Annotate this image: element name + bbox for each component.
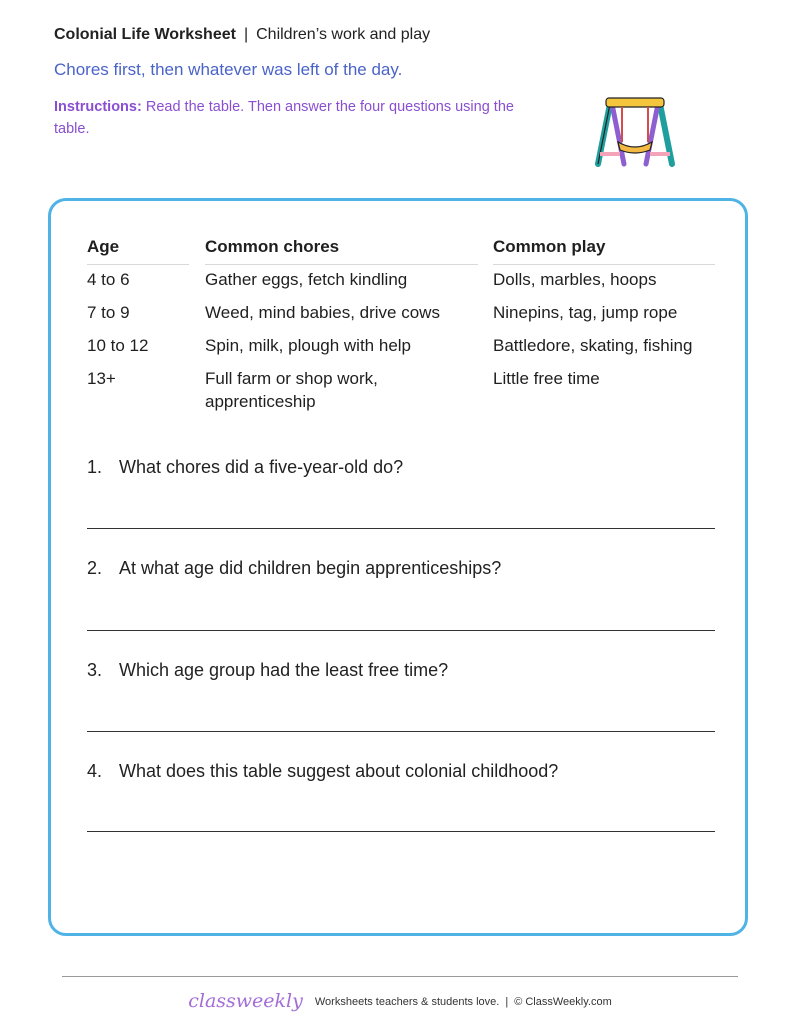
age-cell: 7 to 9 xyxy=(87,303,130,322)
column-header-chores: Common chores xyxy=(205,235,478,265)
play-cell: Battledore, skating, fishing xyxy=(493,336,693,355)
question-text: Which age group had the least free time? xyxy=(119,660,449,680)
footer-copyright: © ClassWeekly.com xyxy=(514,996,612,1008)
question-text: At what age did children begin apprenticeships? xyxy=(119,558,502,578)
chores-cell: Spin, milk, plough with help xyxy=(205,336,412,355)
table-row xyxy=(87,268,717,301)
brand-logo: classweekly xyxy=(188,990,303,1012)
column-header-play: Common play xyxy=(493,235,715,265)
header-separator: | xyxy=(243,26,249,43)
age-cell: 13+ xyxy=(87,369,116,388)
chores-table xyxy=(87,235,717,423)
table-header-row xyxy=(87,235,717,268)
table-row xyxy=(87,367,717,423)
footer-divider xyxy=(62,976,738,977)
play-cell: Dolls, marbles, hoops xyxy=(493,270,657,289)
footer xyxy=(0,990,800,1012)
chores-cell: Full farm or shop work, apprenticeship xyxy=(205,369,378,411)
worksheet-title: Colonial Life Worksheet xyxy=(54,26,236,43)
play-cell: Little free time xyxy=(493,369,600,388)
table-row xyxy=(87,334,717,367)
instructions-text: Read the table. Then answer the four questions using the table. xyxy=(54,99,514,137)
age-cell: 10 to 12 xyxy=(87,336,149,355)
chores-cell: Weed, mind babies, drive cows xyxy=(205,303,440,322)
answer-line-1[interactable] xyxy=(87,528,715,529)
instructions-lead: Instructions: xyxy=(54,99,142,115)
question-number: 3. xyxy=(87,660,103,680)
question-number: 2. xyxy=(87,558,103,578)
chores-cell: Gather eggs, fetch kindling xyxy=(205,270,408,289)
worksheet-subtitle: Children’s work and play xyxy=(256,26,431,43)
tagline: Chores first, then whatever was left of the day. xyxy=(54,60,403,79)
swing-icon xyxy=(590,92,680,182)
column-header-age: Age xyxy=(87,235,189,265)
question-number: 1. xyxy=(87,457,103,477)
question-4 xyxy=(87,761,558,782)
answer-line-2[interactable] xyxy=(87,630,715,631)
play-cell: Ninepins, tag, jump rope xyxy=(493,303,678,322)
age-cell: 4 to 6 xyxy=(87,270,130,289)
table-row xyxy=(87,301,717,334)
question-1 xyxy=(87,457,403,478)
answer-line-3[interactable] xyxy=(87,731,715,732)
answer-line-4[interactable] xyxy=(87,831,715,832)
question-2 xyxy=(87,558,501,579)
worksheet-card xyxy=(48,198,748,936)
worksheet-header xyxy=(54,26,430,44)
instructions xyxy=(54,96,534,140)
question-text: What does this table suggest about colonial childhood? xyxy=(119,761,559,781)
footer-separator: | xyxy=(505,996,509,1008)
question-text: What chores did a five-year-old do? xyxy=(119,457,404,477)
question-3 xyxy=(87,660,448,681)
footer-tagline: Worksheets teachers & students love. xyxy=(314,996,500,1008)
question-number: 4. xyxy=(87,761,103,781)
